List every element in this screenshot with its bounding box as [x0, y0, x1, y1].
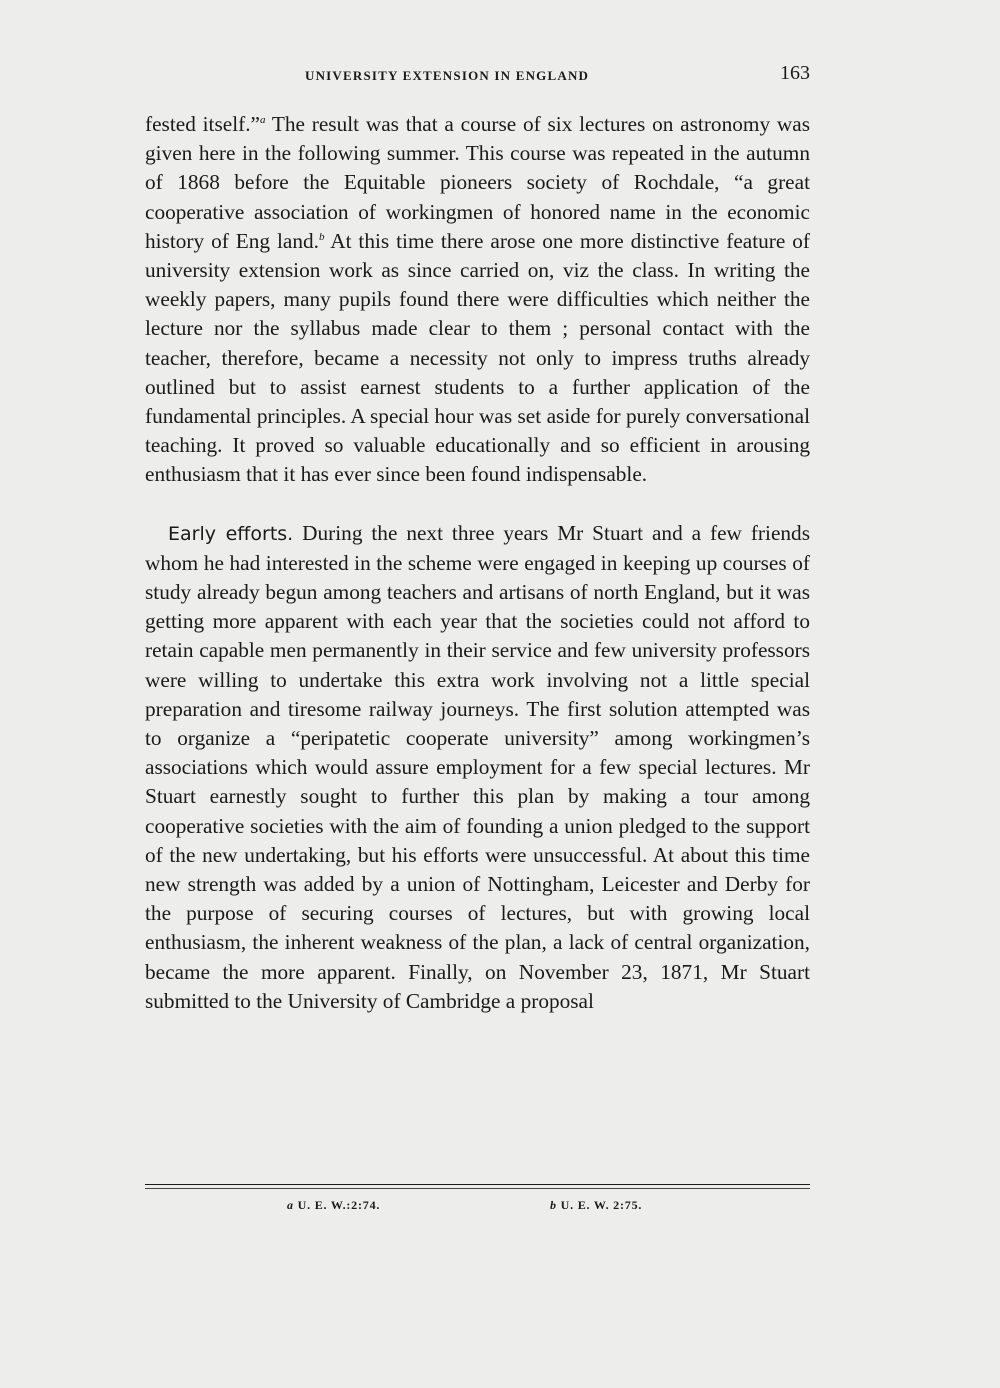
footnote-divider-inner	[145, 1188, 810, 1189]
paragraph-1	[145, 110, 810, 490]
page-number: 163	[780, 62, 810, 84]
footnote-ref-b: b	[318, 230, 325, 243]
running-title: UNIVERSITY EXTENSION IN ENGLAND	[305, 68, 590, 83]
body-text	[145, 110, 810, 1016]
footnote-ref-a: a	[259, 114, 266, 126]
footnote-b	[550, 1198, 642, 1213]
footnote-b-text: U. E. W. 2:75.	[560, 1198, 643, 1212]
paragraph-2	[145, 519, 810, 1016]
footnote-a-text: U. E. W.:2:74.	[297, 1198, 381, 1212]
section-side-heading: Early efforts.	[168, 522, 294, 545]
footnote-b-marker: b	[550, 1198, 557, 1212]
paragraph-1-text-3: At this time there arose one more distinctive feature of university extension work as since carried on, viz the class. In writing the weekly papers, many pupils found there were difficulties which neither the lecture nor the syllabus made clear to them ; personal contact with the teacher, therefore, became a necessity not only to impress truths already outlined but to assist earnest students to a further application of the fundamental principles. A special hour was set aside for purely conversational teaching. It proved so valuable educationally and so efficient in arousing enthusiasm that it has ever since been found indispensable.	[145, 228, 811, 487]
paragraph-1-text-1: fested itself.”	[145, 112, 260, 136]
paragraph-1-text-2: The result was that a course of six lectures on astronomy was given here in the following summer. This course was repeated in the autumn of 1868 before the Equitable pioneers society of Rochdale, “a great cooperative association of workingmen of honored name in the economic history of Eng land.	[145, 112, 810, 253]
footnote-a	[287, 1198, 380, 1213]
footnotes	[145, 1198, 810, 1218]
page-header	[145, 62, 810, 86]
footnote-a-marker: a	[287, 1198, 294, 1212]
footnote-divider	[145, 1184, 810, 1185]
paragraph-2-text: During the next three years Mr Stuart and a few friends whom he had interested in the scheme were engaged in keeping up courses of study already begun among teachers and artisans of north England, but it was getting more apparent with each year that the societies could not afford to retain capable men permanently in their service and few university professors were willing to undertake this extra work involving not a little special preparation and tiresome railway journeys. The first solution attempted was to organize a “peripatetic cooperate university” among workingmen’s associations which would assure employment for a few special lectures. Mr Stuart earnestly sought to further this plan by making a tour among cooperative societies with the aim of founding a union pledged to the support of the new undertaking, but his efforts were unsuccessful. At about this time new strength was added by a union of Nottingham, Leicester and Derby for the purpose of securing courses of lectures, but with growing local enthusiasm, the inherent weakness of the plan, a lack of central organization, became the more apparent. Finally, on November 23, 1871, Mr Stuart submitted to the University of Cambridge a proposal	[145, 520, 810, 1013]
